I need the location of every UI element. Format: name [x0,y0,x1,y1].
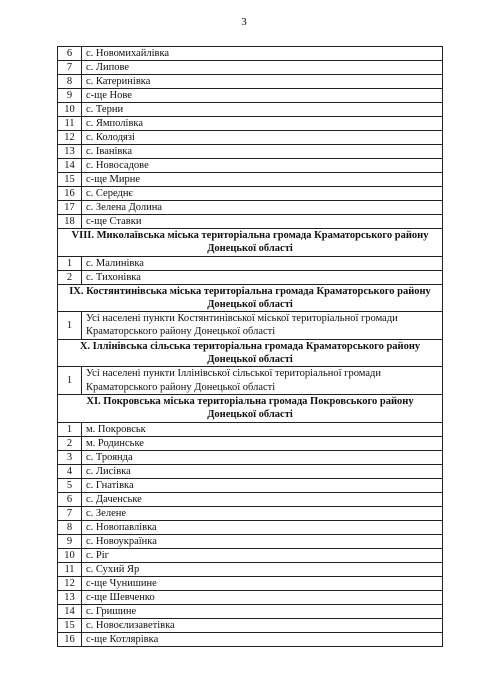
community-header: VIII. Миколаївська міська територіальна громада Краматорського району Донецької області [58,229,443,257]
settlement-row [58,173,443,187]
community-header: XI. Покровська міська територіальна громада Покровського району Донецької області [58,394,443,422]
row-number: 8 [58,520,82,534]
row-number: 8 [58,75,82,89]
settlement-name: с. Даченське [82,492,443,506]
settlement-row [58,422,443,436]
row-number: 10 [58,103,82,117]
settlement-name: с. Зелена Долина [82,201,443,215]
page-number: 3 [241,16,247,28]
settlement-row [58,450,443,464]
settlement-name: с. Ямполівка [82,117,443,131]
row-number: 2 [58,436,82,450]
settlement-row [58,506,443,520]
settlement-name: с. Малинівка [82,256,443,270]
settlement-row [58,534,443,548]
settlement-name: с-ще Ставки [82,215,443,229]
row-number: 5 [58,478,82,492]
row-number: 7 [58,506,82,520]
settlement-name: с-ще Нове [82,89,443,103]
settlement-name: с. Зелене [82,506,443,520]
row-number: 10 [58,548,82,562]
settlement-row [58,590,443,604]
settlement-row [58,312,443,340]
settlement-name: с. Новопавлівка [82,520,443,534]
settlement-row [58,103,443,117]
row-number: 6 [58,47,82,61]
settlement-name: с-ще Мирне [82,173,443,187]
settlement-name: м. Покровськ [82,422,443,436]
settlements-table [57,46,443,647]
settlement-name: с. Троянда [82,450,443,464]
row-number: 7 [58,61,82,75]
settlement-name: с-ще Шевченко [82,590,443,604]
settlement-name: с. Іванівка [82,145,443,159]
row-number: 3 [58,450,82,464]
settlement-row [58,464,443,478]
row-number: 6 [58,492,82,506]
settlement-row [58,159,443,173]
row-number: 15 [58,618,82,632]
settlement-name: с. Гришине [82,604,443,618]
settlement-name: с. Середнє [82,187,443,201]
community-header-row [58,339,443,367]
settlement-name: с-ще Котлярівка [82,632,443,646]
settlement-name: с. Гнатівка [82,478,443,492]
settlement-row [58,436,443,450]
row-number: 11 [58,562,82,576]
settlement-row [58,47,443,61]
settlement-name: с. Колодязі [82,131,443,145]
settlement-row [58,61,443,75]
settlement-name: с. Новомихайлівка [82,47,443,61]
row-number: 13 [58,590,82,604]
settlement-row [58,75,443,89]
settlement-row [58,117,443,131]
settlement-row [58,604,443,618]
settlement-row [58,270,443,284]
row-number: 16 [58,187,82,201]
row-number: 13 [58,145,82,159]
settlement-row [58,576,443,590]
row-number: 12 [58,131,82,145]
settlement-name: с. Лисівка [82,464,443,478]
settlement-name: с. Сухий Яр [82,562,443,576]
settlement-row [58,618,443,632]
row-number: 14 [58,159,82,173]
row-number: 15 [58,173,82,187]
row-number: 9 [58,534,82,548]
settlement-row [58,520,443,534]
row-number: 12 [58,576,82,590]
row-number: 1 [58,256,82,270]
settlement-row [58,145,443,159]
settlement-name: с. Тихонівка [82,270,443,284]
settlement-row [58,89,443,103]
row-number: 9 [58,89,82,103]
row-number: 11 [58,117,82,131]
settlement-name: Усі населені пункти Костянтинівської міської територіальної громади Краматорського району Донецької області [82,312,443,340]
row-number: 17 [58,201,82,215]
settlement-name: с. Ріг [82,548,443,562]
settlement-name: с. Новосадове [82,159,443,173]
row-number: 1 [58,367,82,395]
settlement-row [58,562,443,576]
settlement-row [58,256,443,270]
settlement-name: с. Новоукраїнка [82,534,443,548]
settlement-row [58,131,443,145]
settlement-row [58,201,443,215]
row-number: 2 [58,270,82,284]
row-number: 18 [58,215,82,229]
settlement-name: с-ще Чунишине [82,576,443,590]
settlement-row [58,187,443,201]
settlement-row [58,492,443,506]
row-number: 14 [58,604,82,618]
settlements-table-body [58,47,443,647]
community-header-row [58,229,443,257]
settlement-row [58,632,443,646]
community-header: IX. Костянтинівська міська територіальна громада Краматорського району Донецької області [58,284,443,312]
settlement-row [58,215,443,229]
settlement-name: с. Терни [82,103,443,117]
row-number: 1 [58,422,82,436]
row-number: 16 [58,632,82,646]
row-number: 4 [58,464,82,478]
community-header-row [58,394,443,422]
settlement-name: с. Катеринівка [82,75,443,89]
settlement-name: с. Новоєлизаветівка [82,618,443,632]
settlement-row [58,478,443,492]
community-header: X. Іллінівська сільська територіальна громада Краматорського району Донецької області [58,339,443,367]
settlement-name: м. Родинське [82,436,443,450]
community-header-row [58,284,443,312]
row-number: 1 [58,312,82,340]
settlement-row [58,548,443,562]
settlement-row [58,367,443,395]
settlement-name: Усі населені пункти Іллінівської сільської територіальної громади Краматорського району Донецької області [82,367,443,395]
settlement-name: с. Липове [82,61,443,75]
